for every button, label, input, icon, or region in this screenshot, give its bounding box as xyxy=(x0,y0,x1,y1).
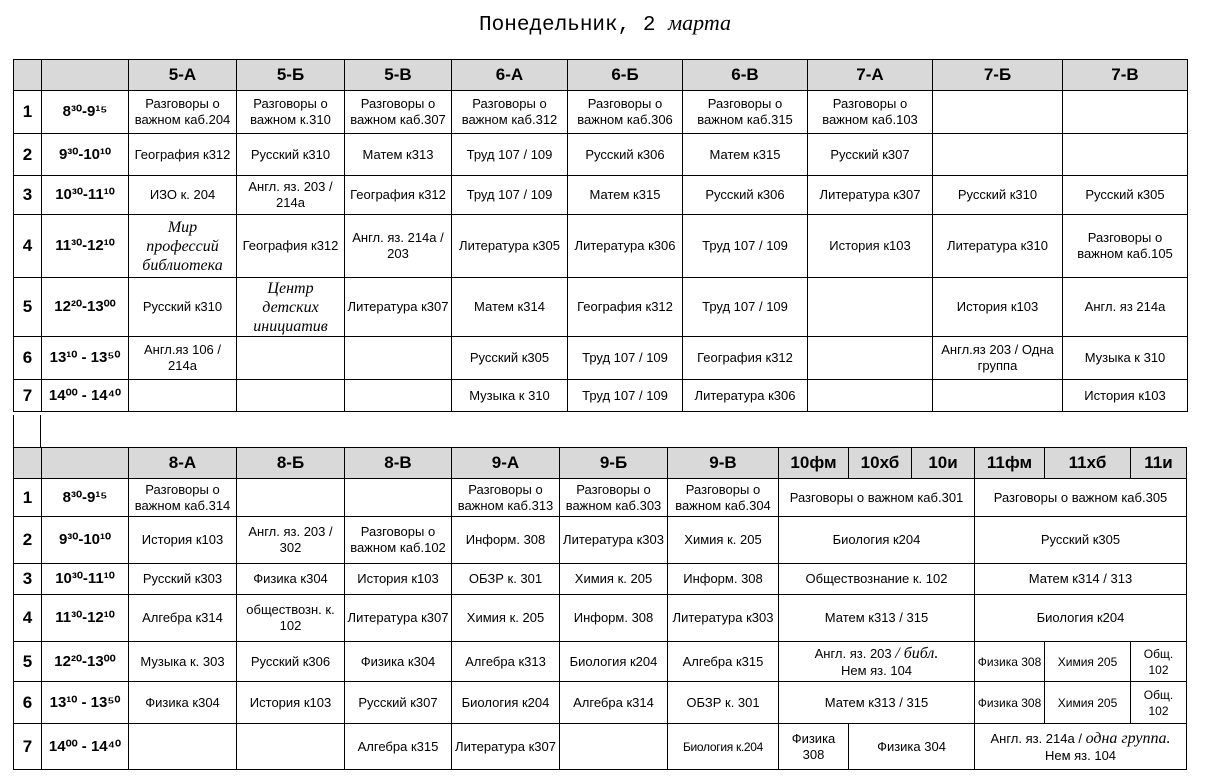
lesson-cell: Русский к310 xyxy=(933,176,1063,215)
class-header: 7-Б xyxy=(933,60,1063,91)
lesson-cell-11: Матем к314 / 313 xyxy=(975,564,1187,595)
lesson-cell: Физика к304 xyxy=(345,642,452,682)
lesson-cell: География к312 xyxy=(237,215,345,278)
schedule-table-grades-5-7 xyxy=(13,59,1188,412)
lesson-cell: Англ. яз. 203 / 214а xyxy=(237,176,345,215)
lesson-cell: Русский к305 xyxy=(452,337,568,380)
lesson-time: 12²⁰-13⁰⁰ xyxy=(42,278,129,337)
lesson-cell: Алгебра к313 xyxy=(452,642,560,682)
time-header xyxy=(42,60,129,91)
lesson-time: 8³⁰-9¹⁵ xyxy=(42,91,129,134)
lesson-number: 2 xyxy=(14,517,42,564)
lesson-cell: Русский к310 xyxy=(237,134,345,176)
lesson-cell-11: Разговоры о важном каб.305 xyxy=(975,479,1187,517)
lesson-cell-11hb: Химия 205 xyxy=(1045,682,1131,724)
lesson-number: 7 xyxy=(14,724,42,770)
lesson-number: 3 xyxy=(14,176,42,215)
lesson-cell: География к312 xyxy=(345,176,452,215)
lesson-cell: Разговоры о важном каб.306 xyxy=(568,91,683,134)
lesson-cell: История к103 xyxy=(933,278,1063,337)
lesson-cell: История к103 xyxy=(129,517,237,564)
lesson-number: 5 xyxy=(14,278,42,337)
class-header: 11хб xyxy=(1045,448,1131,479)
lesson-cell: Химия к. 205 xyxy=(560,564,668,595)
lesson-row xyxy=(14,215,1188,278)
lesson-cell-10fm: Физика 308 xyxy=(779,724,849,770)
time-header xyxy=(42,448,129,479)
lesson-cell: Матем к314 xyxy=(452,278,568,337)
lesson-row xyxy=(14,564,1187,595)
lesson-cell: Матем к315 xyxy=(683,134,808,176)
table-gap xyxy=(13,415,41,447)
lesson-cell: Литература к307 xyxy=(345,278,452,337)
lesson-cell-11: Биология к204 xyxy=(975,595,1187,642)
lesson-number: 1 xyxy=(14,479,42,517)
lesson-cell: Русский к305 xyxy=(1063,176,1188,215)
lesson-cell: Центр детских инициатив xyxy=(237,278,345,337)
lesson-cell: Литература к303 xyxy=(668,595,779,642)
lesson-cell: Литература к307 xyxy=(345,595,452,642)
lesson-cell: Разговоры о важном каб.312 xyxy=(452,91,568,134)
corner-cell xyxy=(14,60,42,91)
lesson-cell: Алгебра к315 xyxy=(345,724,452,770)
german-group: Нем яз. 104 xyxy=(840,663,913,678)
lesson-time: 10³⁰-11¹⁰ xyxy=(42,176,129,215)
lesson-cell-11hb: Химия 205 xyxy=(1045,642,1131,682)
class-header: 10фм xyxy=(779,448,849,479)
lesson-time: 14⁰⁰ - 14⁴⁰ xyxy=(42,724,129,770)
lesson-cell: Англ.яз 203 / Одна группа xyxy=(933,337,1063,380)
class-header: 7-В xyxy=(1063,60,1188,91)
lesson-cell: Разговоры о важном к.310 xyxy=(237,91,345,134)
header-row xyxy=(14,60,1188,91)
lesson-cell: Русский к310 xyxy=(129,278,237,337)
lesson-cell-10hb-10i: Физика 304 xyxy=(849,724,975,770)
lesson-cell xyxy=(237,337,345,380)
class-header: 8-В xyxy=(345,448,452,479)
lesson-cell: ОБЗР к. 301 xyxy=(668,682,779,724)
lesson-cell xyxy=(345,479,452,517)
lesson-cell: Русский к306 xyxy=(237,642,345,682)
lesson-cell: Труд 107 / 109 xyxy=(452,134,568,176)
lesson-cell-11i: Общ. 102 xyxy=(1131,642,1187,682)
lesson-cell-10: Матем к313 / 315 xyxy=(779,595,975,642)
library-group: / библ. xyxy=(895,645,939,662)
lesson-cell: История к103 xyxy=(1063,380,1188,412)
lesson-cell-11fm: Физика 308 xyxy=(975,682,1045,724)
class-header: 9-Б xyxy=(560,448,668,479)
lesson-cell: ОБЗР к. 301 xyxy=(452,564,560,595)
lesson-cell: География к312 xyxy=(568,278,683,337)
lesson-cell: Труд 107 / 109 xyxy=(452,176,568,215)
lesson-row xyxy=(14,682,1187,724)
lesson-cell: Разговоры о важном каб.303 xyxy=(560,479,668,517)
lesson-time: 12²⁰-13⁰⁰ xyxy=(42,642,129,682)
english-group: Англ. яз. 203 xyxy=(814,646,892,661)
lesson-row xyxy=(14,337,1188,380)
lesson-cell-10: Разговоры о важном каб.301 xyxy=(779,479,975,517)
class-header: 7-А xyxy=(808,60,933,91)
lesson-cell xyxy=(808,380,933,412)
lesson-cell: История к103 xyxy=(808,215,933,278)
lesson-cell: География к312 xyxy=(129,134,237,176)
lesson-number: 4 xyxy=(14,215,42,278)
lesson-cell xyxy=(237,724,345,770)
lesson-cell: Англ. яз 214а xyxy=(1063,278,1188,337)
lesson-cell: Англ.яз 106 / 214а xyxy=(129,337,237,380)
lesson-cell-10: Матем к313 / 315 xyxy=(779,682,975,724)
lesson-cell: Алгебра к314 xyxy=(560,682,668,724)
lesson-row xyxy=(14,595,1187,642)
schedule-table-grades-8-11 xyxy=(13,447,1187,770)
lesson-time: 13¹⁰ - 13⁵⁰ xyxy=(42,682,129,724)
lesson-cell: Разговоры о важном каб.105 xyxy=(1063,215,1188,278)
lesson-cell: Литература к307 xyxy=(452,724,560,770)
lesson-cell: Матем к313 xyxy=(345,134,452,176)
class-header: 10хб xyxy=(849,448,912,479)
class-header: 5-Б xyxy=(237,60,345,91)
lesson-cell: Разговоры о важном каб.313 xyxy=(452,479,560,517)
lesson-cell: География к312 xyxy=(683,337,808,380)
lesson-number: 5 xyxy=(14,642,42,682)
lesson-number: 6 xyxy=(14,682,42,724)
lesson-time: 11³⁰-12¹⁰ xyxy=(42,215,129,278)
lesson-cell: Труд 107 / 109 xyxy=(568,380,683,412)
lesson-cell: Информ. 308 xyxy=(668,564,779,595)
lesson-cell: Разговоры о важном каб.315 xyxy=(683,91,808,134)
lesson-cell: обществозн. к. 102 xyxy=(237,595,345,642)
lesson-cell xyxy=(237,479,345,517)
lesson-cell: Матем к315 xyxy=(568,176,683,215)
lesson-cell: Музыка к. 303 xyxy=(129,642,237,682)
lesson-cell-11i: Общ. 102 xyxy=(1131,682,1187,724)
lesson-cell xyxy=(560,724,668,770)
lesson-cell: Труд 107 / 109 xyxy=(683,278,808,337)
lesson-cell: Труд 107 / 109 xyxy=(683,215,808,278)
lesson-row xyxy=(14,91,1188,134)
english-group: Англ. яз. 214а / xyxy=(990,731,1082,746)
lesson-row xyxy=(14,134,1188,176)
lesson-cell-10: Биология к204 xyxy=(779,517,975,564)
lesson-cell: Физика к304 xyxy=(129,682,237,724)
lesson-cell: Разговоры о важном каб.307 xyxy=(345,91,452,134)
lesson-row xyxy=(14,724,1187,770)
class-header: 10и xyxy=(912,448,975,479)
class-header: 6-А xyxy=(452,60,568,91)
lesson-cell: Литература к307 xyxy=(808,176,933,215)
lesson-cell: Литература к310 xyxy=(933,215,1063,278)
page-title-month: марта xyxy=(668,10,731,35)
lesson-cell: Химия к. 205 xyxy=(452,595,560,642)
lesson-cell: Музыка к 310 xyxy=(1063,337,1188,380)
class-header: 11и xyxy=(1131,448,1187,479)
lesson-row xyxy=(14,517,1187,564)
header-row xyxy=(14,448,1187,479)
lesson-cell: Мир профессий библиотека xyxy=(129,215,237,278)
class-header: 9-В xyxy=(668,448,779,479)
lesson-cell: Русский к307 xyxy=(808,134,933,176)
lesson-cell: История к103 xyxy=(345,564,452,595)
lesson-cell xyxy=(808,278,933,337)
lesson-cell: Литература к303 xyxy=(560,517,668,564)
lesson-cell: Физика к304 xyxy=(237,564,345,595)
lesson-cell: Биология к204 xyxy=(560,642,668,682)
lesson-cell xyxy=(933,134,1063,176)
lesson-cell: Литература к305 xyxy=(452,215,568,278)
lesson-row xyxy=(14,479,1187,517)
lesson-time: 10³⁰-11¹⁰ xyxy=(42,564,129,595)
lesson-cell: Биология к.204 xyxy=(668,724,779,770)
lesson-cell xyxy=(129,380,237,412)
lesson-cell-10 xyxy=(779,642,975,682)
lesson-time: 11³⁰-12¹⁰ xyxy=(42,595,129,642)
lesson-cell-10: Обществознание к. 102 xyxy=(779,564,975,595)
class-header: 5-А xyxy=(129,60,237,91)
lesson-cell xyxy=(1063,134,1188,176)
lesson-time: 9³⁰-10¹⁰ xyxy=(42,134,129,176)
lesson-cell xyxy=(933,380,1063,412)
lesson-cell: Биология к204 xyxy=(452,682,560,724)
lesson-cell: История к103 xyxy=(237,682,345,724)
lesson-number: 3 xyxy=(14,564,42,595)
lesson-cell xyxy=(808,337,933,380)
lesson-cell: Англ. яз. 203 / 302 xyxy=(237,517,345,564)
lesson-cell xyxy=(345,380,452,412)
lesson-cell: Информ. 308 xyxy=(560,595,668,642)
german-group: Нем яз. 104 xyxy=(1044,748,1117,763)
class-header: 8-А xyxy=(129,448,237,479)
lesson-cell: Русский к307 xyxy=(345,682,452,724)
lesson-row xyxy=(14,380,1188,412)
lesson-time: 8³⁰-9¹⁵ xyxy=(42,479,129,517)
lesson-cell: Музыка к 310 xyxy=(452,380,568,412)
lesson-cell xyxy=(1063,91,1188,134)
lesson-cell xyxy=(237,380,345,412)
class-header: 8-Б xyxy=(237,448,345,479)
lesson-cell: Информ. 308 xyxy=(452,517,560,564)
class-header: 5-В xyxy=(345,60,452,91)
lesson-number: 4 xyxy=(14,595,42,642)
lesson-cell: Литература к306 xyxy=(683,380,808,412)
lesson-cell: Химия к. 205 xyxy=(668,517,779,564)
lesson-row xyxy=(14,642,1187,682)
class-header: 6-Б xyxy=(568,60,683,91)
lesson-time: 9³⁰-10¹⁰ xyxy=(42,517,129,564)
one-group-note: одна группа. xyxy=(1085,730,1171,747)
lesson-number: 1 xyxy=(14,91,42,134)
lesson-row xyxy=(14,176,1188,215)
lesson-cell-11: Русский к305 xyxy=(975,517,1187,564)
lesson-cell: Разговоры о важном каб.204 xyxy=(129,91,237,134)
lesson-cell-11fm: Физика 308 xyxy=(975,642,1045,682)
lesson-cell: Литература к306 xyxy=(568,215,683,278)
lesson-cell: Разговоры о важном каб.102 xyxy=(345,517,452,564)
lesson-cell xyxy=(345,337,452,380)
lesson-cell: ИЗО к. 204 xyxy=(129,176,237,215)
page-title: Понедельник, 2 марта xyxy=(479,10,731,37)
lesson-cell xyxy=(933,91,1063,134)
lesson-cell: Алгебра к315 xyxy=(668,642,779,682)
lesson-cell-11 xyxy=(975,724,1187,770)
lesson-time: 13¹⁰ - 13⁵⁰ xyxy=(42,337,129,380)
lesson-row xyxy=(14,278,1188,337)
corner-cell xyxy=(14,448,42,479)
lesson-cell: Русский к303 xyxy=(129,564,237,595)
lesson-number: 6 xyxy=(14,337,42,380)
lesson-cell: Англ. яз. 214а / 203 xyxy=(345,215,452,278)
class-header: 9-А xyxy=(452,448,560,479)
lesson-number: 2 xyxy=(14,134,42,176)
lesson-cell: Разговоры о важном каб.314 xyxy=(129,479,237,517)
lesson-time: 14⁰⁰ - 14⁴⁰ xyxy=(42,380,129,412)
lesson-cell xyxy=(129,724,237,770)
lesson-cell: Разговоры о важном каб.304 xyxy=(668,479,779,517)
lesson-cell: Труд 107 / 109 xyxy=(568,337,683,380)
class-header: 6-В xyxy=(683,60,808,91)
lesson-cell: Алгебра к314 xyxy=(129,595,237,642)
class-header: 11фм xyxy=(975,448,1045,479)
lesson-cell: Русский к306 xyxy=(683,176,808,215)
lesson-cell: Разговоры о важном каб.103 xyxy=(808,91,933,134)
lesson-number: 7 xyxy=(14,380,42,412)
lesson-cell: Русский к306 xyxy=(568,134,683,176)
